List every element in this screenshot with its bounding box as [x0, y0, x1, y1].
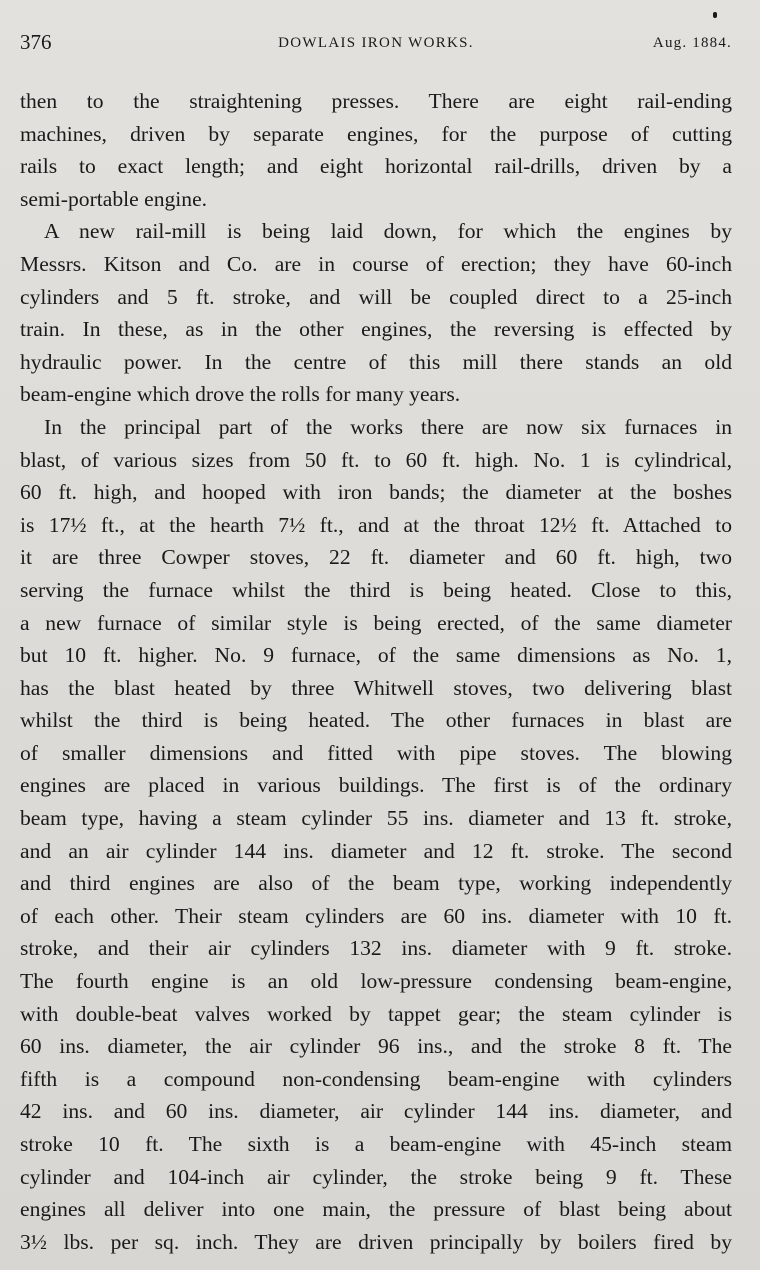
text-line: 42 ins. and 60 ins. diameter, air cylinder 144 ins. diameter, and	[20, 1099, 732, 1124]
text-line: and an air cylinder 144 ins. diameter and 12 ft. stroke. The second	[20, 838, 732, 863]
text-line: rails to exact length; and eight horizontal rail-drills, driven by a	[20, 154, 732, 179]
text-line: fifth is a compound non-condensing beam-engine with cylinders	[20, 1066, 732, 1091]
text-line: train. In these, as in the other engines, the reversing is effected by	[20, 317, 732, 342]
text-line: and third engines are also of the beam type, working independently	[20, 871, 732, 896]
text-line: hydraulic power. In the centre of this mill there stands an old	[20, 349, 732, 374]
text-line: The fourth engine is an old low-pressure condensing beam-engine,	[20, 969, 732, 994]
text-line: serving the furnace whilst the third is being heated. Close to this,	[20, 577, 732, 602]
text-line: stroke 10 ft. The sixth is a beam-engine with 45-inch steam	[20, 1132, 732, 1156]
ink-speck	[713, 12, 717, 18]
text-line: cylinders and 5 ft. stroke, and will be coupled direct to a 25-inch	[20, 284, 732, 309]
text-line: stroke, and their air cylinders 132 ins. diameter with 9 ft. stroke.	[20, 936, 732, 961]
text-line: semi-portable engine.	[20, 186, 208, 211]
page-number: 376	[20, 30, 52, 54]
text-line: machines, driven by separate engines, for the purpose of cutting	[20, 121, 732, 146]
running-title: DOWLAIS IRON WORKS.	[278, 35, 474, 51]
text-line: a new furnace of similar style is being erected, of the same diameter	[20, 610, 732, 635]
text-line: of smaller dimensions and fitted with pipe stoves. The blowing	[20, 740, 732, 765]
text-line: 3½ lbs. per sq. inch. They are driven principally by boilers fired by	[20, 1229, 732, 1254]
text-line: blast, of various sizes from 50 ft. to 60 ft. high. No. 1 is cylindrical,	[20, 447, 732, 472]
body-text	[20, 85, 732, 1258]
text-line: of each other. Their steam cylinders are 60 ins. diameter with 10 ft.	[20, 903, 732, 928]
text-line: cylinder and 104-inch air cylinder, the stroke being 9 ft. These	[20, 1164, 732, 1189]
text-line: beam type, having a steam cylinder 55 ins. diameter and 13 ft. stroke,	[20, 806, 732, 831]
text-line: In the principal part of the works there are now six furnaces in	[44, 414, 732, 439]
text-line: but 10 ft. higher. No. 9 furnace, of the same dimensions as No. 1,	[20, 643, 732, 668]
text-line: A new rail-mill is being laid down, for which the engines by	[44, 219, 732, 244]
text-line: Messrs. Kitson and Co. are in course of erection; they have 60-inch	[20, 251, 732, 276]
text-line: engines all deliver into one main, the pressure of blast being about	[20, 1197, 732, 1222]
text-line: with double-beat valves worked by tappet gear; the steam cylinder is	[20, 1001, 732, 1026]
text-line: beam-engine which drove the rolls for many years.	[20, 382, 461, 407]
text-line: engines are placed in various buildings. The first is of the ordinary	[20, 773, 732, 798]
header-date: Aug. 1884.	[652, 35, 732, 51]
text-line: 60 ins. diameter, the air cylinder 96 ins., and the stroke 8 ft. The	[20, 1034, 732, 1059]
text-line: has the blast heated by three Whitwell stoves, two delivering blast	[20, 675, 732, 700]
page-header	[20, 30, 732, 60]
text-line: 60 ft. high, and hooped with iron bands; the diameter at the boshes	[20, 480, 732, 505]
text-line: it are three Cowper stoves, 22 ft. diameter and 60 ft. high, two	[20, 545, 732, 570]
text-line: whilst the third is being heated. The other furnaces in blast are	[20, 708, 732, 733]
text-line: then to the straightening presses. There are eight rail-ending	[20, 89, 732, 113]
text-line: is 17½ ft., at the hearth 7½ ft., and at the throat 12½ ft. Attached to	[20, 512, 732, 537]
